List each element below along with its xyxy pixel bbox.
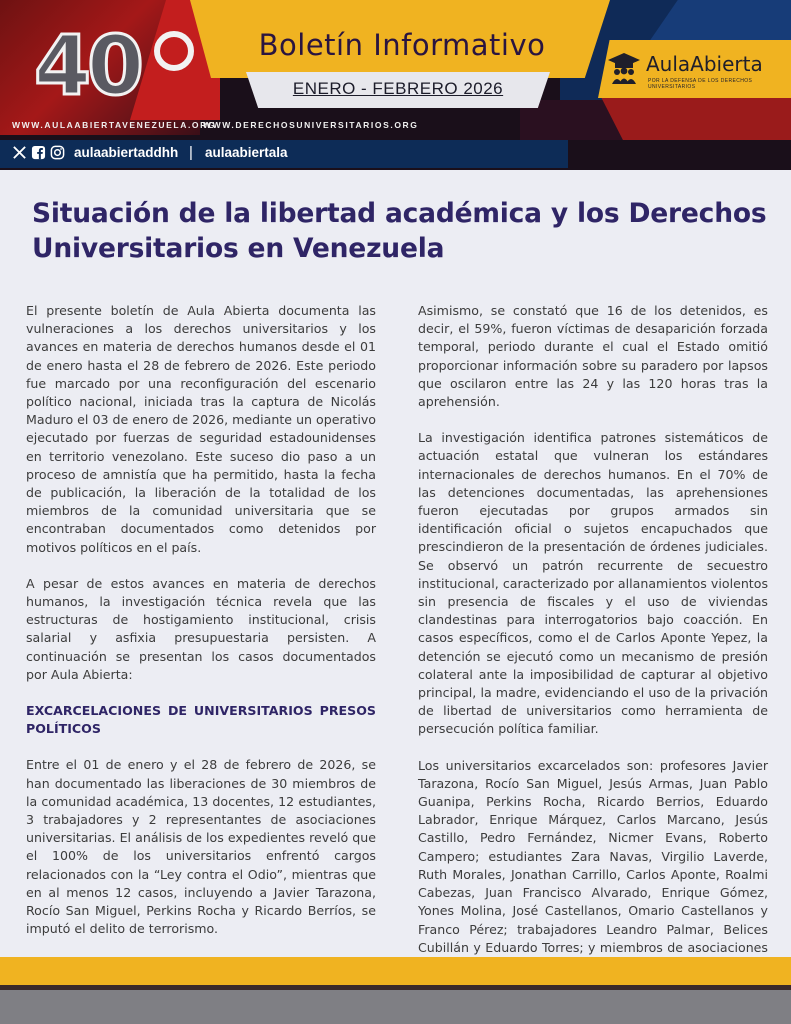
page-title-line-2: Universitarios en Venezuela bbox=[32, 233, 445, 264]
paragraph: Asimismo, se constató que 16 de los detenidos, es decir, el 59%, fueron víctimas de desaparición forzada temporal, periodo durante el cual el Estado omitió proporcionar información sobre su paradero por lapsos que oscilaron entre las 24 y las 120 horas tras la aprehensión. bbox=[418, 303, 768, 410]
paragraph: La investigación identifica patrones sistemáticos de actuación estatal que vulneran los estándares internacionales de derechos humanos. En el 70% de las detenciones documentadas, las aprehensiones fueron ejecutadas por grupos armados sin identificación oficial o sujetos encapuchados que prescindieron de la presentación de órdenes judiciales. Se observó un patrón recurrente de secuestro institucional, caracterizado por allanamientos violentos sin presencia de fiscales y el uso de viviendas clandestinas para interrogatorios bajo coacción. En casos específicos, como el de Carlos Aponte Yepez, la detención se ejecutó como un mecanismo de presión colateral ante la imposibilidad de capturar al objetivo principal, la madre, evidenciando el uso de la privación de libertad de universitarios como herramienta de persecución política familiar. bbox=[418, 430, 768, 737]
paragraph: A pesar de estos avances en materia de derechos humanos, la investigación técnica revela que las estructuras de hostigamiento institucional, crisis salarial y asfixia presupuestaria persisten. A continuación se presentan los casos documentados por Aula Abierta: bbox=[26, 575, 376, 682]
social-icons bbox=[12, 145, 65, 160]
section-heading: EXCARCELACIONES DE UNIVERSITARIOS PRESOS POLÍTICOS bbox=[26, 703, 376, 737]
header-banner bbox=[0, 0, 791, 170]
left-column bbox=[26, 302, 376, 957]
paragraph: Los universitarios excarcelados son: profesores Javier Tarazona, Rocío San Miguel, Jesús Armas, Juan Pablo Guanipa, Perkins Rocha, Ricardo Berrios, Eduardo Labrador, Enrique Márquez, Carlos Marcano, Jesús Castillo, Pedro Fernández, Nicmer Evans, Roberto Campero; estudiantes Zara Navas, Virgilio Laverde, Ruth Morales, Jonathan Carrillo, Carlos Aponte, Roalmi Cabezas, Juan Francisco Alvarado, Enrique Gómez, Yones Molina, José Castellanos, Omario Castellanos y Franco Pérez; trabajadores Leandro Palmar, Belices Cubillán y Eduardo Torres; y miembros de asociaciones bbox=[418, 757, 768, 955]
footer-base bbox=[0, 990, 791, 1024]
page-title-line-1: Situación de la libertad académica y los Derechos bbox=[32, 198, 767, 229]
x-icon[interactable] bbox=[12, 145, 27, 160]
facebook-icon[interactable] bbox=[31, 145, 46, 160]
decorative-shape bbox=[600, 95, 791, 140]
logo-name: AulaAbierta bbox=[646, 52, 763, 76]
website-link-2[interactable]: WWW.DERECHOSUNIVERSITARIOS.ORG bbox=[203, 120, 419, 130]
logo-tagline: POR LA DEFENSA DE LOS DERECHOS UNIVERSITARIOS bbox=[648, 78, 753, 90]
right-column bbox=[418, 302, 768, 993]
social-separator: | bbox=[189, 144, 193, 161]
bulletin-title: Boletín Informativo bbox=[258, 28, 546, 62]
anniversary-ring-icon bbox=[151, 28, 197, 74]
social-handle-2[interactable]: aulaabiertala bbox=[205, 145, 288, 160]
date-range: ENERO - FEBRERO 2026 bbox=[292, 79, 504, 98]
page-title bbox=[32, 196, 772, 266]
instagram-icon[interactable] bbox=[50, 145, 65, 160]
graduation-people-icon bbox=[606, 50, 642, 86]
paragraph: El presente boletín de Aula Abierta documenta las vulneraciones a los derechos universitarios y los avances en materia de derechos humanos desde el 01 de enero hasta el 28 de febrero de 2026. Este periodo fue marcado por una reconfiguración del escenario político nacional, iniciada tras la captura de Nicolás Maduro el 03 de enero de 2026, mediante un operativo ejecutado por fuerzas de seguridad estadounidenses en territorio venezolano. Este suceso dio paso a un proceso de amnistía que ha permitido, hasta la fecha de publicación, la liberación de la totalidad de los miembros de la comunidad universitaria que se encontraban documentados como detenidos por motivos políticos en el país. bbox=[26, 303, 376, 555]
footer-band bbox=[0, 957, 791, 985]
anniversary-number: 40 bbox=[34, 19, 141, 114]
website-link-1[interactable]: WWW.AULAABIERTAVENEZUELA.ORG bbox=[12, 120, 217, 130]
social-handle-1[interactable]: aulaabiertaddhh bbox=[74, 145, 179, 160]
paragraph: Entre el 01 de enero y el 28 de febrero de 2026, se han documentado las liberaciones de 30 miembros de la comunidad académica, 13 docentes, 12 estudiantes, 3 trabajadores y 2 representantes de asociaciones universitarias. El análisis de los expedientes reveló que el 100% de los universitarios enfrentó cargos relacionados con la “Ley contra el Odio”, mientras que en al menos 12 casos, incluyendo a Javier Tarazona, Rocío San Miguel, Perkins Rocha y Ricardo Berríos, se imputó el delito de terrorismo. bbox=[26, 757, 376, 937]
